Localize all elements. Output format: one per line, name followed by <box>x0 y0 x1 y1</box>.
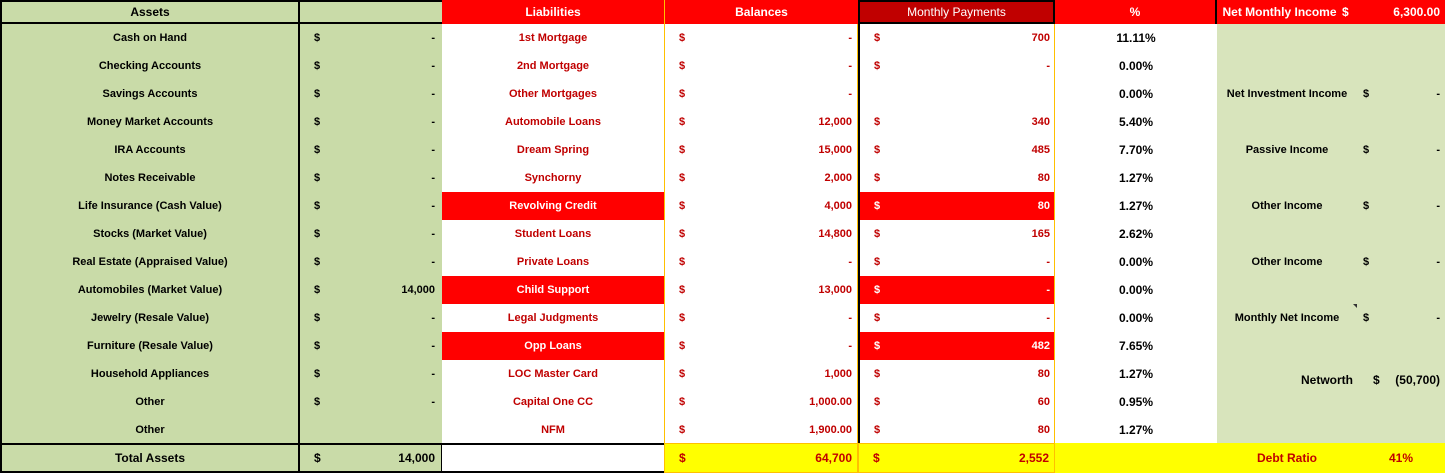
other-income-1-label[interactable]: Other Income <box>1251 200 1323 212</box>
payment-cell[interactable] <box>858 192 1055 220</box>
asset-value-cell[interactable] <box>300 360 442 388</box>
monthly-net-income <box>1217 304 1445 332</box>
liability-label[interactable]: 1st Mortgage <box>442 24 664 52</box>
asset-label[interactable]: Savings Accounts <box>0 80 300 108</box>
asset-label[interactable]: Jewelry (Resale Value) <box>0 304 300 332</box>
balance-value: 14,800 <box>818 228 852 240</box>
asset-dollar: $ <box>314 256 321 268</box>
asset-value: 14,000 <box>401 284 435 296</box>
other-income-1 <box>1217 192 1445 220</box>
balance-cell[interactable] <box>664 108 858 136</box>
total-assets-label[interactable]: Total Assets <box>0 443 300 473</box>
balance-dollar: $ <box>679 32 686 44</box>
balance-cell[interactable] <box>664 220 858 248</box>
net-investment-income-dollar[interactable]: $ <box>1363 88 1370 100</box>
table-row <box>0 220 1445 248</box>
balance-dollar: $ <box>679 312 686 324</box>
asset-label[interactable]: Household Appliances <box>0 360 300 388</box>
payment-dollar: $ <box>874 256 881 268</box>
asset-value: - <box>431 312 435 324</box>
percent-value[interactable]: 1.27% <box>1055 192 1217 220</box>
asset-value: - <box>431 116 435 128</box>
payment-cell[interactable] <box>858 52 1055 80</box>
payment-dollar: $ <box>874 32 881 44</box>
liability-label[interactable]: Legal Judgments <box>442 304 664 332</box>
networth-label[interactable]: Networth <box>1301 373 1353 387</box>
payment-cell[interactable] <box>858 24 1055 52</box>
payment-value: 700 <box>1031 32 1050 44</box>
other-income-1-value[interactable]: - <box>1436 200 1440 212</box>
liability-label[interactable]: Automobile Loans <box>442 108 664 136</box>
other-income-2-dollar[interactable]: $ <box>1363 256 1370 268</box>
liability-label[interactable]: NFM <box>442 416 664 444</box>
asset-value-cell[interactable] <box>300 192 442 220</box>
percent-value[interactable]: 2.62% <box>1055 220 1217 248</box>
other-income-2-value[interactable]: - <box>1436 256 1440 268</box>
asset-label[interactable]: Checking Accounts <box>0 52 300 80</box>
asset-label[interactable]: Other <box>0 416 300 444</box>
payment-cell[interactable] <box>858 332 1055 360</box>
payment-value: 80 <box>1037 200 1050 212</box>
balance-dollar: $ <box>679 284 686 296</box>
totals-row <box>0 443 1445 473</box>
payment-value: 340 <box>1031 116 1050 128</box>
liability-label[interactable]: Revolving Credit <box>442 192 664 220</box>
asset-dollar: $ <box>314 368 321 380</box>
asset-value: - <box>431 200 435 212</box>
asset-value-cell[interactable] <box>300 52 442 80</box>
total-assets-dollar: $ <box>314 451 321 465</box>
liability-label[interactable]: Capital One CC <box>442 388 664 416</box>
payment-dollar: $ <box>874 340 881 352</box>
asset-label[interactable]: Cash on Hand <box>0 24 300 52</box>
table-row <box>0 24 1445 52</box>
asset-label[interactable]: Real Estate (Appraised Value) <box>0 248 300 276</box>
payment-value: 80 <box>1037 368 1050 380</box>
percent-value[interactable]: 0.00% <box>1055 80 1217 108</box>
networth-dollar[interactable]: $ <box>1373 373 1380 387</box>
asset-dollar: $ <box>314 116 321 128</box>
monthly-net-income-label[interactable]: Monthly Net Income <box>1234 312 1340 324</box>
balance-dollar: $ <box>679 256 686 268</box>
liability-label[interactable]: Other Mortgages <box>442 80 664 108</box>
table-row <box>0 276 1445 304</box>
payment-value: 482 <box>1031 340 1050 352</box>
net-investment-income-value[interactable]: - <box>1436 88 1440 100</box>
payment-dollar: $ <box>874 284 881 296</box>
payments-total-cell[interactable] <box>858 443 1055 473</box>
balance-cell[interactable] <box>664 136 858 164</box>
assets-header[interactable]: Assets <box>0 0 300 24</box>
balances-total-value: 64,700 <box>815 451 852 465</box>
other-income-1-dollar[interactable]: $ <box>1363 200 1370 212</box>
payment-dollar: $ <box>874 172 881 184</box>
percent-value[interactable]: 0.00% <box>1055 248 1217 276</box>
balance-value: - <box>848 256 852 268</box>
liability-label[interactable]: Opp Loans <box>442 332 664 360</box>
balance-cell[interactable] <box>664 80 858 108</box>
payment-cell[interactable] <box>858 360 1055 388</box>
payment-value: 485 <box>1031 144 1050 156</box>
liabilities-total-blank[interactable] <box>442 443 664 473</box>
balance-cell[interactable] <box>664 276 858 304</box>
networth <box>1217 366 1445 394</box>
balance-value: - <box>848 340 852 352</box>
asset-value: - <box>431 172 435 184</box>
asset-value: - <box>431 88 435 100</box>
payment-dollar: $ <box>874 116 881 128</box>
asset-label[interactable]: Other <box>0 388 300 416</box>
balance-value: 15,000 <box>818 144 852 156</box>
asset-value-cell[interactable] <box>300 136 442 164</box>
asset-dollar: $ <box>314 32 321 44</box>
other-income-2-label[interactable]: Other Income <box>1251 256 1323 268</box>
assets-value-header[interactable] <box>300 0 442 24</box>
payment-value: 60 <box>1037 396 1050 408</box>
asset-value: - <box>431 396 435 408</box>
asset-dollar: $ <box>314 312 321 324</box>
payment-dollar: $ <box>874 424 881 436</box>
payment-cell[interactable] <box>858 108 1055 136</box>
asset-value-cell[interactable] <box>300 164 442 192</box>
balance-value: 1,000 <box>824 368 852 380</box>
asset-dollar: $ <box>314 284 321 296</box>
percent-value[interactable]: 5.40% <box>1055 108 1217 136</box>
payment-cell[interactable] <box>858 80 1055 108</box>
payment-value: 80 <box>1037 172 1050 184</box>
asset-value-cell[interactable] <box>300 416 442 444</box>
balance-dollar: $ <box>679 172 686 184</box>
net-monthly-income-dollar[interactable]: $ <box>1342 0 1370 24</box>
liability-label[interactable]: Synchorny <box>442 164 664 192</box>
balance-cell[interactable] <box>664 416 858 444</box>
asset-dollar: $ <box>314 60 321 72</box>
asset-value-cell[interactable] <box>300 108 442 136</box>
asset-value-cell[interactable] <box>300 24 442 52</box>
balance-dollar: $ <box>679 228 686 240</box>
payment-cell[interactable] <box>858 220 1055 248</box>
percent-value[interactable]: 1.27% <box>1055 360 1217 388</box>
asset-dollar: $ <box>314 200 321 212</box>
balance-dollar: $ <box>679 116 686 128</box>
percent-value[interactable]: 0.00% <box>1055 52 1217 80</box>
balance-value: - <box>848 60 852 72</box>
balance-cell[interactable] <box>664 24 858 52</box>
percent-value[interactable]: 1.27% <box>1055 416 1217 444</box>
networth-value[interactable]: (50,700) <box>1395 373 1440 387</box>
percent-value[interactable]: 7.65% <box>1055 332 1217 360</box>
balance-dollar: $ <box>679 144 686 156</box>
asset-value-cell[interactable] <box>300 80 442 108</box>
balance-cell[interactable] <box>664 388 858 416</box>
net-investment-income-label[interactable]: Net Investment Income <box>1226 88 1348 100</box>
balance-dollar: $ <box>679 424 686 436</box>
monthly-payments-header[interactable]: Monthly Payments <box>858 0 1055 24</box>
balance-dollar: $ <box>679 88 686 100</box>
asset-dollar: $ <box>314 144 321 156</box>
balance-dollar: $ <box>679 368 686 380</box>
asset-label[interactable]: Automobiles (Market Value) <box>0 276 300 304</box>
asset-label[interactable]: Life Insurance (Cash Value) <box>0 192 300 220</box>
asset-value: - <box>431 368 435 380</box>
percent-value[interactable]: 1.27% <box>1055 164 1217 192</box>
percent-value[interactable]: 0.00% <box>1055 304 1217 332</box>
balance-dollar: $ <box>679 60 686 72</box>
payment-value: 80 <box>1037 424 1050 436</box>
other-income-2 <box>1217 248 1445 276</box>
asset-value: - <box>431 256 435 268</box>
net-monthly-income-value[interactable]: 6,300.00 <box>1370 0 1445 24</box>
balance-value: 12,000 <box>818 116 852 128</box>
passive-income <box>1217 136 1445 164</box>
asset-value-cell[interactable] <box>300 248 442 276</box>
payment-cell[interactable] <box>858 248 1055 276</box>
balance-value: 1,900.00 <box>809 424 852 436</box>
balance-cell[interactable] <box>664 360 858 388</box>
passive-income-label[interactable]: Passive Income <box>1245 144 1329 156</box>
table-row <box>0 108 1445 136</box>
balance-value: 4,000 <box>824 200 852 212</box>
payment-value: - <box>1046 284 1050 296</box>
asset-dollar: $ <box>314 88 321 100</box>
debt-ratio-value[interactable]: 41% <box>1357 443 1445 473</box>
asset-value: - <box>431 32 435 44</box>
payment-cell[interactable] <box>858 416 1055 444</box>
balance-cell[interactable] <box>664 248 858 276</box>
payment-dollar: $ <box>874 312 881 324</box>
payment-value: - <box>1046 60 1050 72</box>
payment-cell[interactable] <box>858 304 1055 332</box>
percent-value[interactable]: 7.70% <box>1055 136 1217 164</box>
percent-value[interactable]: 0.95% <box>1055 388 1217 416</box>
asset-value-cell[interactable] <box>300 332 442 360</box>
liabilities-header[interactable]: Liabilities <box>442 0 664 24</box>
liability-label[interactable]: Student Loans <box>442 220 664 248</box>
liability-label[interactable]: Dream Spring <box>442 136 664 164</box>
asset-label[interactable]: IRA Accounts <box>0 136 300 164</box>
percent-value[interactable]: 0.00% <box>1055 276 1217 304</box>
balances-total-cell[interactable] <box>664 443 858 473</box>
balance-cell[interactable] <box>664 164 858 192</box>
payment-cell[interactable] <box>858 164 1055 192</box>
payment-value: - <box>1046 256 1050 268</box>
balance-dollar: $ <box>679 200 686 212</box>
monthly-net-income-dollar[interactable]: $ <box>1363 312 1370 324</box>
payments-total-value: 2,552 <box>1018 451 1049 465</box>
asset-label[interactable]: Money Market Accounts <box>0 108 300 136</box>
total-assets-cell[interactable] <box>300 443 442 473</box>
payment-value <box>920 80 1055 108</box>
balance-dollar: $ <box>679 340 686 352</box>
balance-cell[interactable] <box>664 52 858 80</box>
liability-label[interactable]: 2nd Mortgage <box>442 52 664 80</box>
payment-dollar: $ <box>874 144 881 156</box>
asset-dollar: $ <box>314 172 321 184</box>
payment-cell[interactable] <box>858 388 1055 416</box>
payment-dollar: $ <box>874 396 881 408</box>
header-row <box>0 0 1445 24</box>
passive-income-value[interactable]: - <box>1436 144 1440 156</box>
balance-cell[interactable] <box>664 304 858 332</box>
debt-ratio-label[interactable]: Debt Ratio <box>1217 443 1357 473</box>
table-row <box>0 416 1445 444</box>
payments-total-dollar: $ <box>873 451 880 465</box>
balance-value: - <box>848 88 852 100</box>
asset-value: - <box>431 228 435 240</box>
monthly-net-income-value[interactable]: - <box>1436 312 1440 324</box>
table-row <box>0 332 1445 360</box>
payment-value: - <box>1046 312 1050 324</box>
asset-value-cell[interactable] <box>300 388 442 416</box>
passive-income-dollar[interactable]: $ <box>1363 144 1370 156</box>
net-monthly-income-label[interactable]: Net Monthly Income <box>1217 0 1342 24</box>
asset-dollar: $ <box>314 396 321 408</box>
liability-label[interactable]: Private Loans <box>442 248 664 276</box>
asset-label[interactable]: Stocks (Market Value) <box>0 220 300 248</box>
payment-dollar: $ <box>874 228 881 240</box>
balance-cell[interactable] <box>664 192 858 220</box>
liability-label[interactable]: Child Support <box>442 276 664 304</box>
balances-header[interactable]: Balances <box>664 0 858 24</box>
asset-value: - <box>431 60 435 72</box>
asset-value-cell[interactable] <box>300 276 442 304</box>
table-row <box>0 52 1445 80</box>
asset-value: - <box>431 340 435 352</box>
comment-indicator-icon <box>1353 304 1357 308</box>
asset-value-cell[interactable] <box>300 220 442 248</box>
payment-value: 165 <box>1031 228 1050 240</box>
liability-label[interactable]: LOC Master Card <box>442 360 664 388</box>
asset-dollar: $ <box>314 340 321 352</box>
balance-cell[interactable] <box>664 332 858 360</box>
asset-label[interactable]: Notes Receivable <box>0 164 300 192</box>
total-assets-value: 14,000 <box>398 451 435 465</box>
asset-value-cell[interactable] <box>300 304 442 332</box>
payment-dollar: $ <box>874 200 881 212</box>
asset-dollar: $ <box>314 228 321 240</box>
balance-value: 1,000.00 <box>809 396 852 408</box>
asset-label[interactable]: Furniture (Resale Value) <box>0 332 300 360</box>
payment-dollar: $ <box>874 368 881 380</box>
asset-value: - <box>431 144 435 156</box>
percent-value[interactable]: 11.11% <box>1055 24 1217 52</box>
balance-value: 2,000 <box>824 172 852 184</box>
payment-dollar: $ <box>874 60 881 72</box>
balances-total-dollar: $ <box>679 451 686 465</box>
balance-value: - <box>848 312 852 324</box>
table-row <box>0 164 1445 192</box>
balance-dollar: $ <box>679 396 686 408</box>
percent-total-blank[interactable] <box>1055 443 1217 473</box>
balance-value: 13,000 <box>818 284 852 296</box>
balance-value: - <box>848 32 852 44</box>
payment-cell[interactable] <box>858 136 1055 164</box>
net-investment-income <box>1217 80 1445 108</box>
payment-cell[interactable] <box>858 276 1055 304</box>
asset-value <box>340 416 440 444</box>
percent-header[interactable]: % <box>1055 0 1217 24</box>
